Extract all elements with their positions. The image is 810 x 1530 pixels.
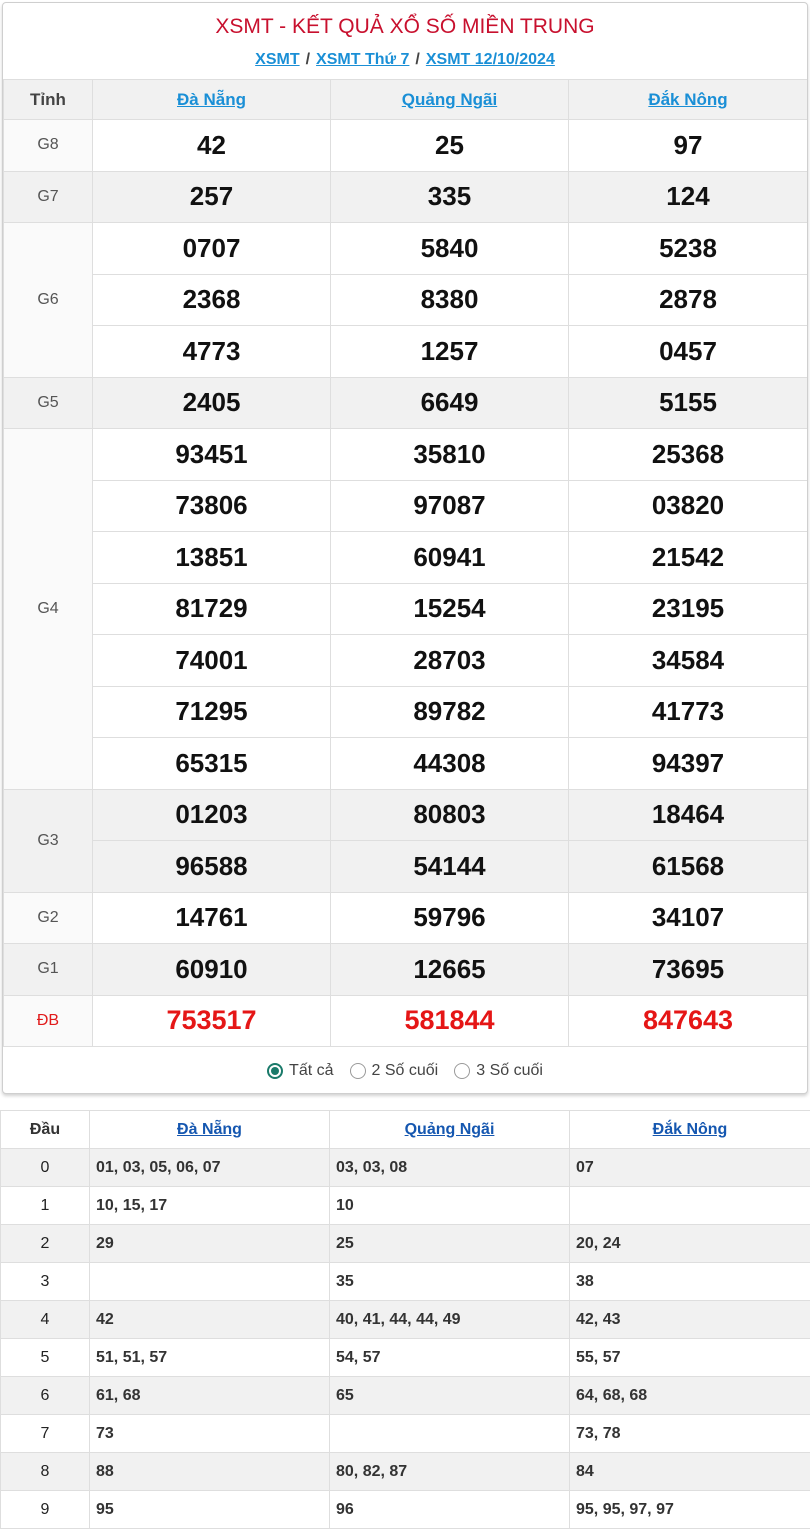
province-link-quang-ngai[interactable]: Quảng Ngãi xyxy=(401,89,498,109)
loto-head-digit: 9 xyxy=(1,1491,90,1529)
prize-number: 8380 xyxy=(331,274,569,326)
prize-number: 15254 xyxy=(331,583,569,635)
loto-values: 54, 57 xyxy=(330,1339,570,1377)
loto-head-digit: 6 xyxy=(1,1377,90,1415)
prize-number: 01203 xyxy=(93,789,331,841)
prize-label: G4 xyxy=(4,429,93,790)
loto-values: 38 xyxy=(570,1263,810,1301)
prize-number: 34584 xyxy=(569,635,808,687)
prize-number: 73695 xyxy=(569,944,808,996)
prize-number: 54144 xyxy=(331,841,569,893)
loto-row xyxy=(1,1453,810,1491)
prize-number: 73806 xyxy=(93,480,331,532)
prize-number: 03820 xyxy=(569,480,808,532)
prize-row xyxy=(4,995,808,1047)
prize-number: 12665 xyxy=(331,944,569,996)
filter-option[interactable] xyxy=(350,1062,439,1080)
loto-head-digit: 7 xyxy=(1,1415,90,1453)
filter-option-label: 2 Số cuối xyxy=(371,1062,439,1079)
radio-icon[interactable] xyxy=(267,1063,283,1079)
radio-icon[interactable] xyxy=(454,1063,470,1079)
prize-row xyxy=(4,326,808,378)
prize-number: 2368 xyxy=(93,274,331,326)
results-card xyxy=(2,2,808,1094)
loto-values: 01, 03, 05, 06, 07 xyxy=(90,1149,330,1187)
loto-header-dak-nong[interactable] xyxy=(570,1111,810,1149)
prize-row xyxy=(4,892,808,944)
prize-label: G7 xyxy=(4,171,93,223)
loto-row xyxy=(1,1187,810,1225)
radio-icon[interactable] xyxy=(350,1063,366,1079)
prize-row xyxy=(4,635,808,687)
prize-row xyxy=(4,120,808,172)
loto-values xyxy=(90,1263,330,1301)
prize-number: 93451 xyxy=(93,429,331,481)
prize-label: G1 xyxy=(4,944,93,996)
loto-row xyxy=(1,1225,810,1263)
prize-number: 0707 xyxy=(93,223,331,275)
loto-row xyxy=(1,1339,810,1377)
province-header-dak-nong[interactable] xyxy=(569,80,808,120)
filter-option[interactable] xyxy=(267,1062,333,1080)
prize-number: 61568 xyxy=(569,841,808,893)
loto-row xyxy=(1,1491,810,1529)
prize-row xyxy=(4,223,808,275)
loto-row xyxy=(1,1415,810,1453)
prize-number: 0457 xyxy=(569,326,808,378)
loto-values: 07 xyxy=(570,1149,810,1187)
prize-row xyxy=(4,738,808,790)
prize-row xyxy=(4,274,808,326)
loto-values: 64, 68, 68 xyxy=(570,1377,810,1415)
loto-header-da-nang[interactable] xyxy=(90,1111,330,1149)
loto-head-label: Đầu xyxy=(1,1111,90,1149)
prize-number: 5155 xyxy=(569,377,808,429)
prize-row xyxy=(4,429,808,481)
filter-option[interactable] xyxy=(454,1062,543,1080)
prize-row xyxy=(4,583,808,635)
results-header-row xyxy=(4,80,808,120)
breadcrumb-xsmt-thu7[interactable]: XSMT Thứ 7 xyxy=(316,51,410,68)
prize-label: G5 xyxy=(4,377,93,429)
province-header-quang-ngai[interactable] xyxy=(331,80,569,120)
prize-number: 753517 xyxy=(93,995,331,1047)
loto-values: 42 xyxy=(90,1301,330,1339)
prize-row xyxy=(4,480,808,532)
breadcrumb-separator: / xyxy=(415,51,420,68)
loto-values: 61, 68 xyxy=(90,1377,330,1415)
loto-values: 25 xyxy=(330,1225,570,1263)
prize-number: 5840 xyxy=(331,223,569,275)
loto-values: 84 xyxy=(570,1453,810,1491)
prize-number: 2878 xyxy=(569,274,808,326)
prize-number: 6649 xyxy=(331,377,569,429)
prize-label: G3 xyxy=(4,789,93,892)
loto-values: 40, 41, 44, 44, 49 xyxy=(330,1301,570,1339)
prize-number: 59796 xyxy=(331,892,569,944)
loto-values: 73, 78 xyxy=(570,1415,810,1453)
loto-values: 20, 24 xyxy=(570,1225,810,1263)
prize-number: 65315 xyxy=(93,738,331,790)
loto-head-digit: 5 xyxy=(1,1339,90,1377)
loto-values: 10 xyxy=(330,1187,570,1225)
loto-head-digit: 2 xyxy=(1,1225,90,1263)
loto-values: 10, 15, 17 xyxy=(90,1187,330,1225)
prize-row xyxy=(4,789,808,841)
prize-number: 97087 xyxy=(331,480,569,532)
prize-number: 5238 xyxy=(569,223,808,275)
prize-label: G8 xyxy=(4,120,93,172)
prize-number: 335 xyxy=(331,171,569,223)
prize-label: G2 xyxy=(4,892,93,944)
loto-row xyxy=(1,1149,810,1187)
filter-option-label: 3 Số cuối xyxy=(476,1062,543,1079)
loto-row xyxy=(1,1377,810,1415)
prize-number: 25368 xyxy=(569,429,808,481)
loto-values xyxy=(570,1187,810,1225)
loto-head-digit: 0 xyxy=(1,1149,90,1187)
loto-values: 51, 51, 57 xyxy=(90,1339,330,1377)
prize-number: 581844 xyxy=(331,995,569,1047)
prize-row xyxy=(4,171,808,223)
breadcrumb xyxy=(3,47,807,79)
loto-header-row xyxy=(1,1111,810,1149)
breadcrumb-separator: / xyxy=(305,51,311,68)
breadcrumb-xsmt-date[interactable]: XSMT 12/10/2024 xyxy=(425,51,555,68)
province-header-label: Tỉnh xyxy=(4,80,93,120)
prize-number: 41773 xyxy=(569,686,808,738)
prize-number: 2405 xyxy=(93,377,331,429)
loto-values: 55, 57 xyxy=(570,1339,810,1377)
loto-values: 03, 03, 08 xyxy=(330,1149,570,1187)
province-link-dak-nong[interactable]: Đắk Nông xyxy=(648,89,728,109)
province-link-da-nang[interactable]: Đà Nẵng xyxy=(177,89,246,109)
loto-values: 96 xyxy=(330,1491,570,1529)
loto-head-digit: 1 xyxy=(1,1187,90,1225)
loto-values: 80, 82, 87 xyxy=(330,1453,570,1491)
prize-row xyxy=(4,841,808,893)
prize-row xyxy=(4,944,808,996)
prize-number: 44308 xyxy=(331,738,569,790)
loto-header-quang-ngai[interactable] xyxy=(330,1111,570,1149)
loto-table xyxy=(0,1110,810,1529)
prize-number: 13851 xyxy=(93,532,331,584)
digit-filter xyxy=(3,1047,807,1094)
prize-row xyxy=(4,377,808,429)
loto-link-da-nang[interactable]: Đà Nẵng xyxy=(177,1120,242,1138)
loto-row xyxy=(1,1301,810,1339)
loto-values: 88 xyxy=(90,1453,330,1491)
prize-row xyxy=(4,686,808,738)
loto-link-quang-ngai[interactable]: Quảng Ngãi xyxy=(404,1120,495,1138)
prize-number: 74001 xyxy=(93,635,331,687)
prize-number: 25 xyxy=(331,120,569,172)
prize-number: 97 xyxy=(569,120,808,172)
prize-number: 94397 xyxy=(569,738,808,790)
prize-number: 257 xyxy=(93,171,331,223)
loto-head-digit: 3 xyxy=(1,1263,90,1301)
loto-head-digit: 8 xyxy=(1,1453,90,1491)
prize-label: G6 xyxy=(4,223,93,378)
loto-head-digit: 4 xyxy=(1,1301,90,1339)
loto-values: 95 xyxy=(90,1491,330,1529)
loto-values: 42, 43 xyxy=(570,1301,810,1339)
prize-number: 42 xyxy=(93,120,331,172)
loto-link-dak-nong[interactable]: Đắk Nông xyxy=(652,1120,728,1138)
prize-number: 60910 xyxy=(93,944,331,996)
prize-number: 81729 xyxy=(93,583,331,635)
loto-values: 95, 95, 97, 97 xyxy=(570,1491,810,1529)
prize-number: 28703 xyxy=(331,635,569,687)
prize-number: 35810 xyxy=(331,429,569,481)
loto-row xyxy=(1,1263,810,1301)
prize-number: 23195 xyxy=(569,583,808,635)
prize-number: 18464 xyxy=(569,789,808,841)
prize-number: 124 xyxy=(569,171,808,223)
loto-values: 35 xyxy=(330,1263,570,1301)
prize-number: 21542 xyxy=(569,532,808,584)
province-header-da-nang[interactable] xyxy=(93,80,331,120)
breadcrumb-xsmt[interactable]: XSMT xyxy=(255,51,300,68)
prize-number: 4773 xyxy=(93,326,331,378)
prize-number: 1257 xyxy=(331,326,569,378)
prize-number: 89782 xyxy=(331,686,569,738)
loto-values: 29 xyxy=(90,1225,330,1263)
prize-row xyxy=(4,532,808,584)
prize-number: 96588 xyxy=(93,841,331,893)
loto-values: 73 xyxy=(90,1415,330,1453)
prize-label: ĐB xyxy=(4,995,93,1047)
filter-option-label: Tất cả xyxy=(289,1062,334,1079)
prize-number: 847643 xyxy=(569,995,808,1047)
prize-number: 71295 xyxy=(93,686,331,738)
prize-number: 80803 xyxy=(331,789,569,841)
loto-values xyxy=(330,1415,570,1453)
page-title: XSMT - KẾT QUẢ XỔ SỐ MIỀN TRUNG xyxy=(215,15,595,38)
prize-number: 34107 xyxy=(569,892,808,944)
results-table xyxy=(3,79,808,1047)
loto-values: 65 xyxy=(330,1377,570,1415)
prize-number: 60941 xyxy=(331,532,569,584)
prize-number: 14761 xyxy=(93,892,331,944)
